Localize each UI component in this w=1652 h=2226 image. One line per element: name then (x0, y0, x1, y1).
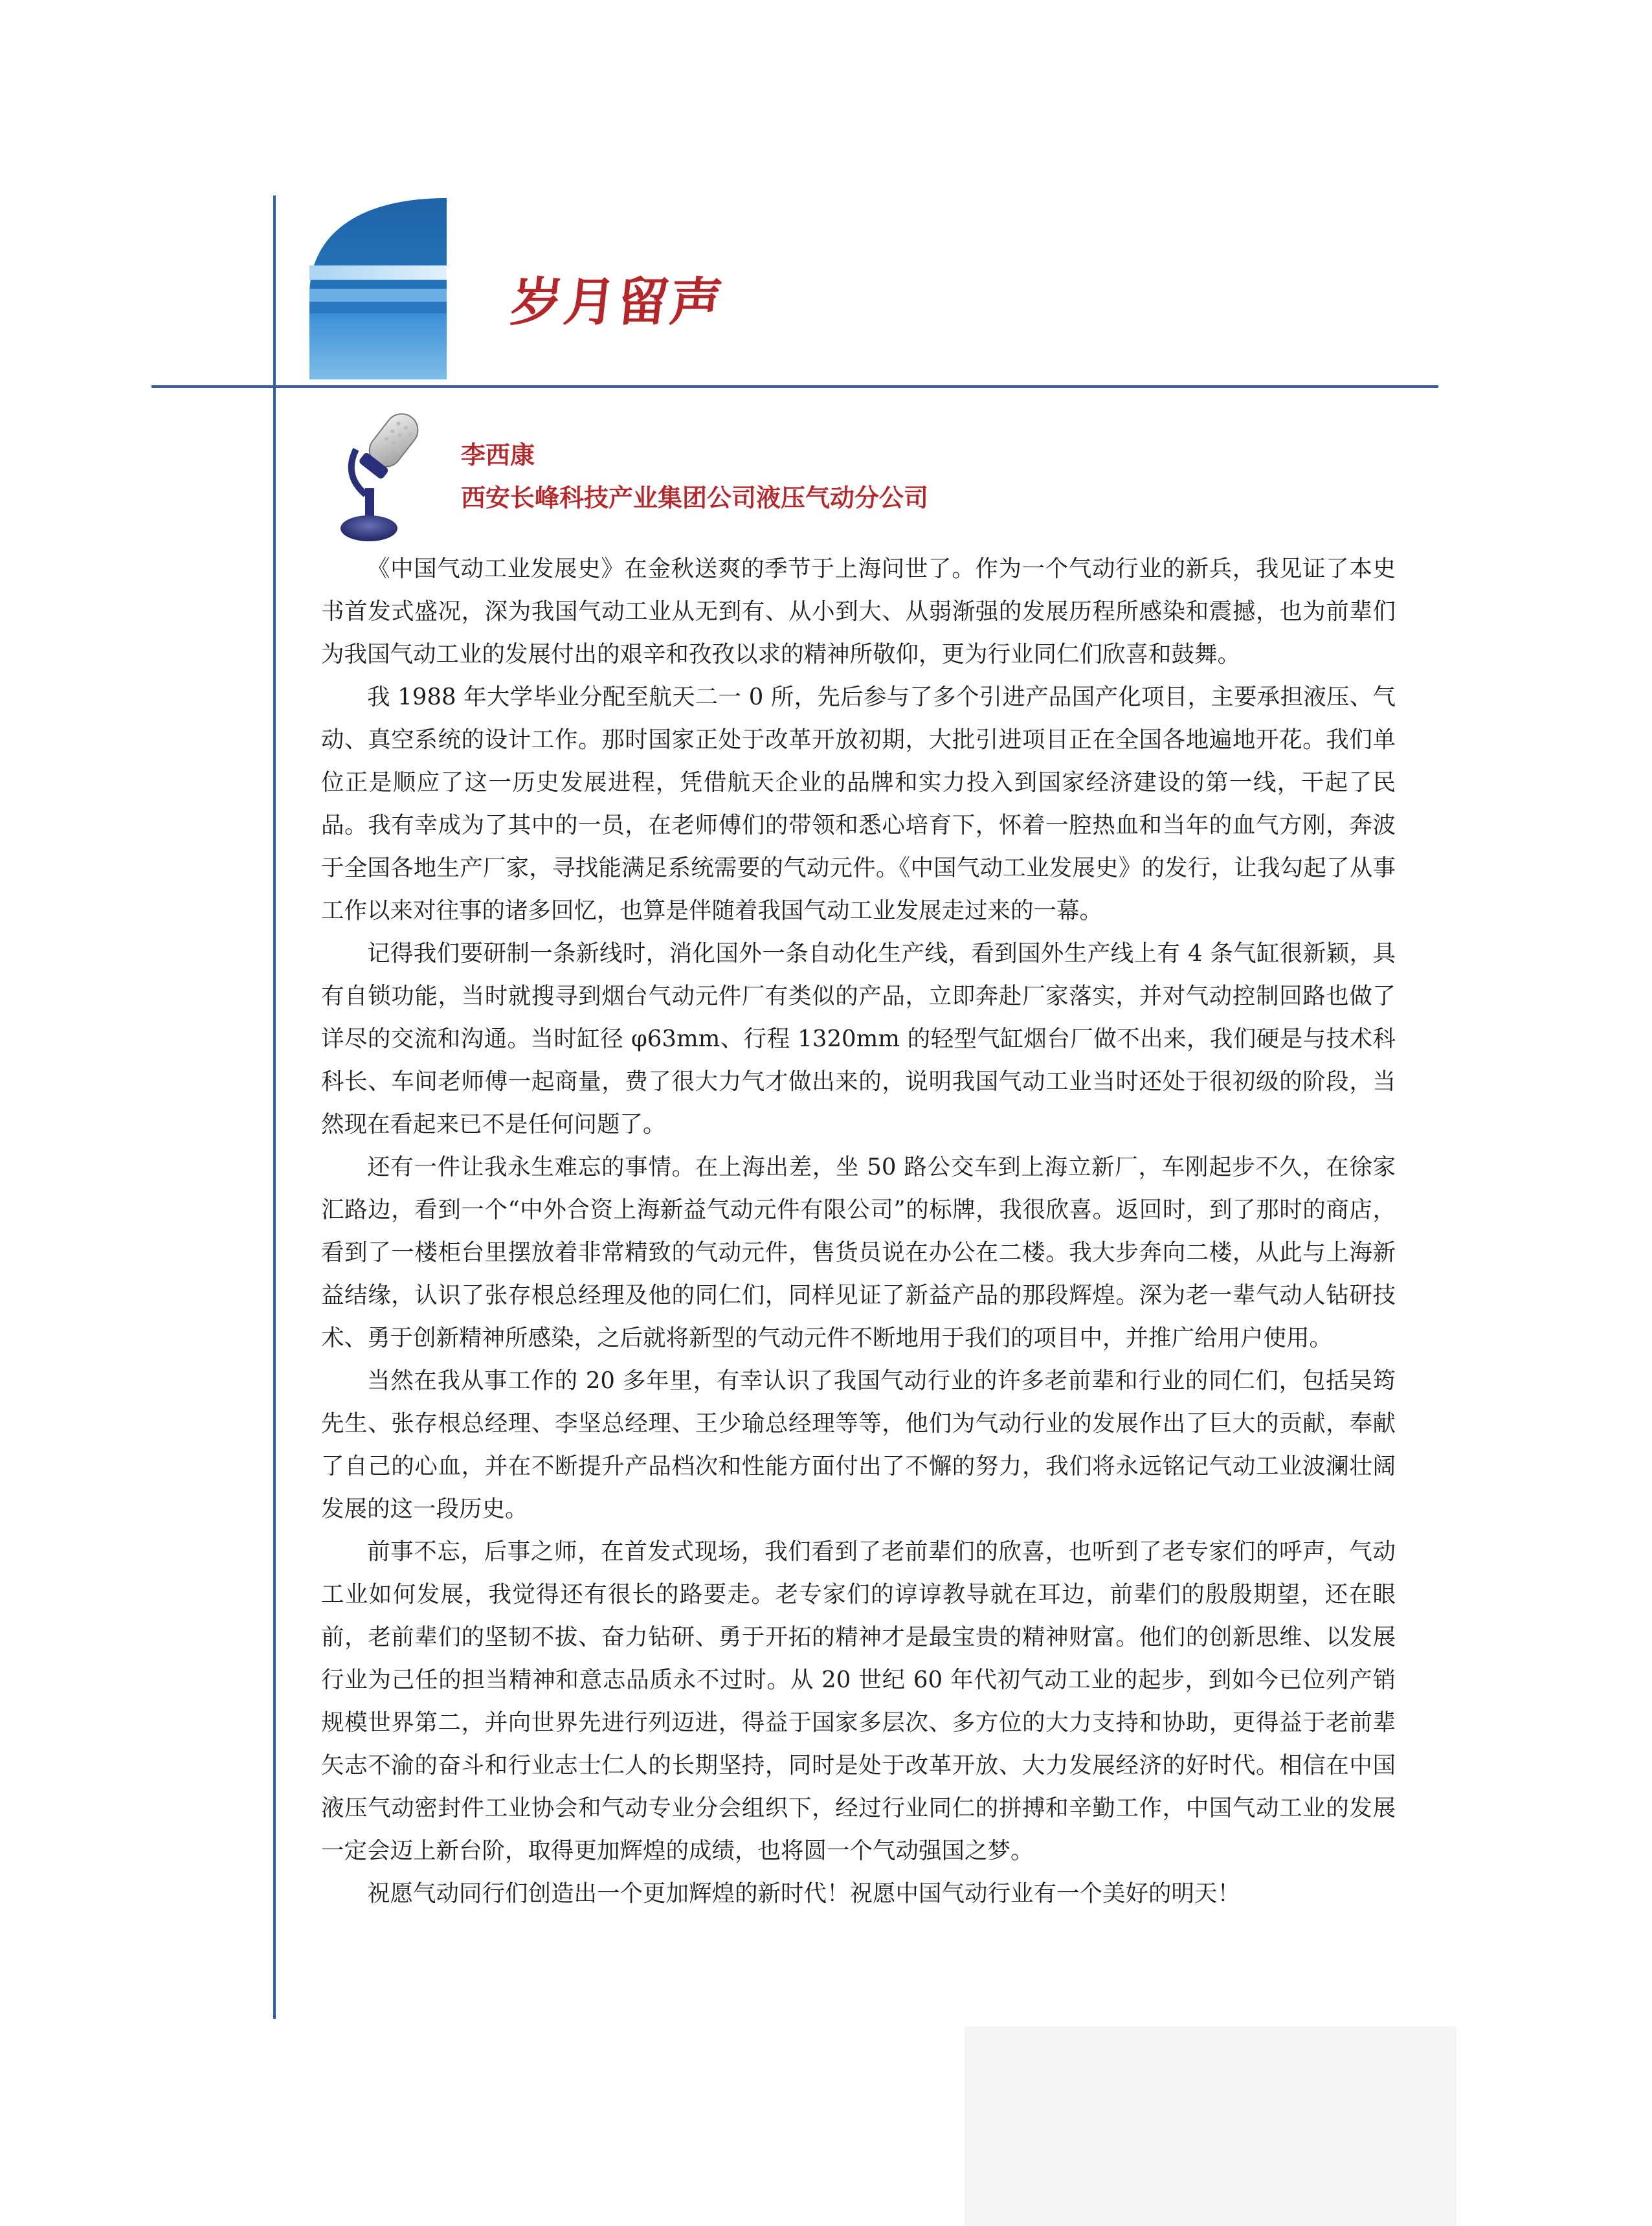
paragraph: 还有一件让我永生难忘的事情。在上海出差，坐 50 路公交车到上海立新厂，车刚起步不久，在徐家汇路边，看到一个“中外合资上海新益气动元件有限公司”的标牌，我很欣喜。返回时，到了那时的商店，看到了一楼柜台里摆放着非常精致的气动元件，售货员说在办公在二楼。我大步奔向二楼，从此与上海新益结缘，认识了张存根总经理及他的同仁们，同样见证了新益产品的那段辉煌。深为老一辈气动人钻研技术、勇于创新精神所感染，之后就将新型的气动元件不断地用于我们的项目中，并推广给用户使用。 (321, 1154, 1396, 1351)
author-name: 李西康 (461, 441, 535, 469)
paragraph: 我 1988 年大学毕业分配至航天二一 0 所，先后参与了多个引进产品国产化项目，主要承担液压、气动、真空系统的设计工作。那时国家正处于改革开放初期，大批引进项目正在全国各地遍地开花。我们单位正是顺应了这一历史发展进程，凭借航天企业的品牌和实力投入到国家经济建设的第一线，干起了民品。我有幸成为了其中的一员，在老师傅们的带领和悉心培育下，怀着一腔热血和当年的血气方刚，奔波于全国各地生产厂家，寻找能满足系统需要的气动元件。《中国气动工业发展史》的发行，让我勾起了从事工作以来对往事的诸多回忆，也算是伴随着我国气动工业发展走过来的一幕。 (321, 684, 1396, 924)
article-body (321, 548, 1396, 1915)
paragraph: 祝愿气动同行们创造出一个更加辉煌的新时代！祝愿中国气动行业有一个美好的明天！ (367, 1880, 1241, 1907)
horizontal-rule (151, 385, 1438, 388)
paragraph: 前事不忘，后事之师，在首发式现场，我们看到了老前辈们的欣喜，也听到了老专家们的呼声，气动工业如何发展，我觉得还有很长的路要走。老专家们的谆谆教导就在耳边，前辈们的殷殷期望，还在眼前，老前辈们的坚韧不拔、奋力钻研、勇于开拓的精神才是最宝贵的精神财富。他们的创新思维、以发展行业为己任的担当精神和意志品质永不过时。从 20 世纪 60 年代初气动工业的起步，到如今已位列产销规模世界第二，并向世界先进行列迈进，得益于国家多层次、多方位的大力支持和协助，更得益于老前辈矢志不渝的奋斗和行业志士仁人的长期坚持，同时是处于改革开放、大力发展经济的好时代。相信在中国液压气动密封件工业协会和气动专业分会组织下，经过行业同仁的拼搏和辛勤工作，中国气动工业的发展一定会迈上新台阶，取得更加辉煌的成绩，也将圆一个气动强国之梦。 (321, 1538, 1396, 1864)
scan-shade (965, 2027, 1457, 2226)
section-tab-graphic (309, 198, 447, 379)
paragraph: 当然在我从事工作的 20 多年里，有幸认识了我国气动行业的许多老前辈和行业的同仁们，包括吴筠先生、张存根总经理、李坚总经理、王少瑜总经理等等，他们为气动行业的发展作出了巨大的贡献，奉献了自己的心血，并在不断提升产品档次和性能方面付出了不懈的努力，我们将永远铭记气动工业波澜壮阔发展的这一段历史。 (321, 1367, 1396, 1522)
author-organization: 西安长峰科技产业集团公司液压气动分公司 (461, 484, 929, 512)
vertical-rule (273, 196, 276, 2019)
paragraph: 《中国气动工业发展史》在金秋送爽的季节于上海问世了。作为一个气动行业的新兵，我见证了本史书首发式盛况，深为我国气动工业从无到有、从小到大、从弱渐强的发展历程所感染和震撼，也为前辈们为我国气动工业的发展付出的艰辛和孜孜以求的精神所敬仰，更为行业同仁们欣喜和鼓舞。 (321, 556, 1396, 668)
section-title: 岁月留声 (508, 272, 727, 332)
paragraph: 记得我们要研制一条新线时，消化国外一条自动化生产线，看到国外生产线上有 4 条气缸很新颖，具有自锁功能，当时就搜寻到烟台气动元件厂有类似的产品，立即奔赴厂家落实，并对气动控制回路也做了详尽的交流和沟通。当时缸径 φ63mm、行程 1320mm 的轻型气缸烟台厂做不出来，我们硬是与技术科科长、车间老师傅一起商量，费了很大力气才做出来的，说明我国气动工业当时还处于很初级的阶段，当然现在看起来已不是任何问题了。 (321, 940, 1396, 1138)
microphone-icon (330, 404, 434, 546)
